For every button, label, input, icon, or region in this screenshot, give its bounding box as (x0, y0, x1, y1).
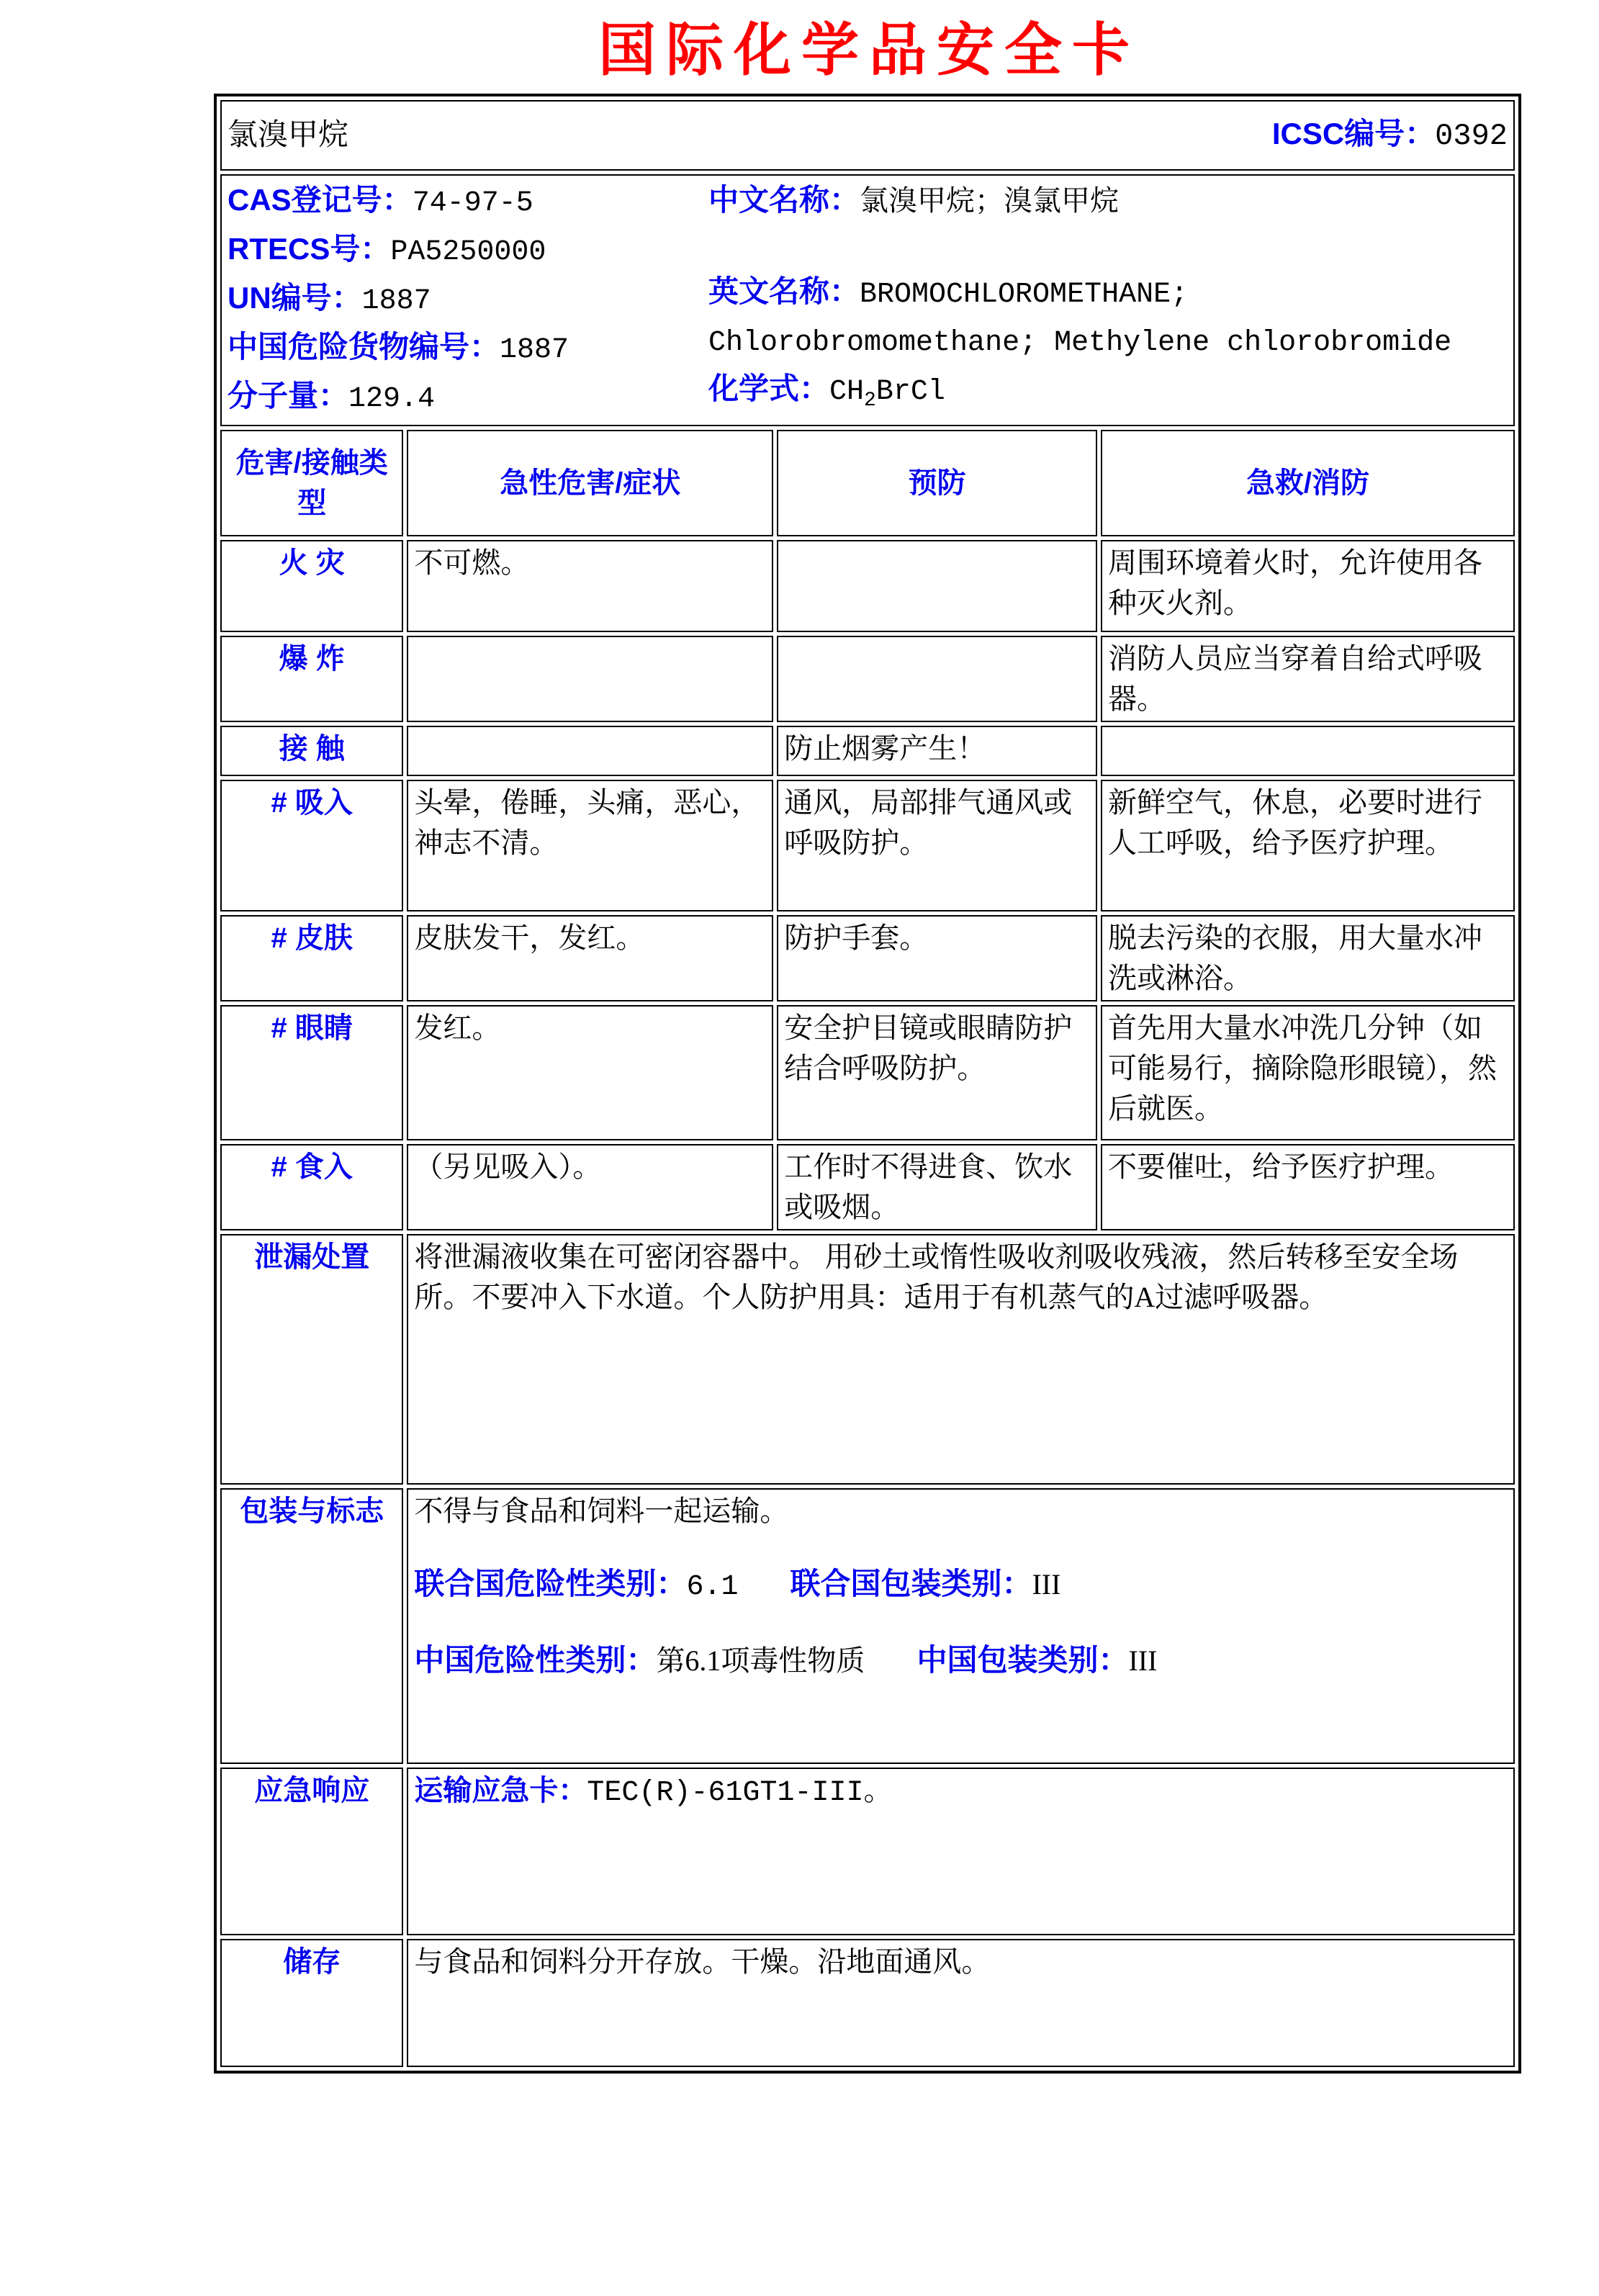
mol-weight-line (228, 373, 708, 422)
cn-class-value: 第6.1项毒性物质 (656, 1644, 865, 1677)
row-label-packaging: 包装与标志 (220, 1488, 403, 1764)
en-name-label: 英文名称： (708, 274, 860, 308)
formula-value: $CH_2BrCl$ (829, 376, 945, 412)
mol-weight-label: 分子量： (228, 379, 349, 413)
ingestion-first-aid-cell: 不要催吐，给予医疗护理。 (1101, 1144, 1515, 1230)
emergency-content-cell (407, 1768, 1515, 1935)
cn-class-label: 中国危险性类别： (414, 1643, 657, 1677)
china-dg-label: 中国危险货物编号： (228, 330, 500, 364)
column-header-first-aid: 急救/消防 (1101, 430, 1515, 536)
packaging-cn-line (414, 1639, 1508, 1682)
un-class-label: 联合国危险性类别： (414, 1567, 687, 1601)
page-title: 国际化学品安全卡 (598, 18, 1140, 82)
explosion-prevention-cell (777, 636, 1097, 722)
exposure-first-aid-cell (1101, 726, 1515, 776)
card-header-row (220, 100, 1515, 171)
identifiers-cell (220, 174, 1515, 426)
rtecs-label: RTECS号： (228, 232, 391, 266)
en-name-line (708, 269, 1504, 366)
inhalation-first-aid-cell: 新鲜空气，休息，必要时进行人工呼吸，给予医疗护理。 (1101, 780, 1515, 911)
un-number-line (228, 275, 708, 324)
identifier-list (228, 177, 708, 423)
row-label-exposure: 接 触 (220, 726, 403, 776)
table-row-eyes (220, 1005, 1515, 1140)
rtecs-line (228, 226, 708, 275)
un-pack-label: 联合国包装类别： (790, 1567, 1032, 1601)
row-label-ingestion: # 食入 (220, 1144, 403, 1230)
fire-symptoms-cell: 不可燃。 (407, 540, 773, 632)
table-row-spill-disposal (220, 1234, 1515, 1485)
row-label-fire: 火 灾 (220, 540, 403, 632)
row-label-explosion: 爆 炸 (220, 636, 403, 722)
row-label-emergency: 应急响应 (220, 1768, 403, 1935)
inhalation-prevention-cell: 通风，局部排气通风或呼吸防护。 (777, 780, 1097, 911)
column-header-row (220, 430, 1515, 536)
table-row-fire (220, 540, 1515, 632)
skin-symptoms-cell: 皮肤发干，发红。 (407, 915, 773, 1001)
un-class-value: 6.1 (686, 1571, 739, 1603)
table-row-emergency-response (220, 1768, 1515, 1935)
spill-disposal-text: 将泄漏液收集在可密闭容器中。 用砂土或惰性吸收剂吸收残液，然后转移至安全场所。不要冲入下水道。个人防护用具：适用于有机蒸气的A过滤呼吸器。 (407, 1234, 1515, 1485)
row-label-spill-disposal: 泄漏处置 (220, 1234, 403, 1485)
un-number-label: UN编号： (228, 281, 362, 315)
card-header-cell (220, 100, 1515, 171)
fire-first-aid-cell: 周围环境着火时，允许使用各种灭火剂。 (1101, 540, 1515, 632)
table-row-skin (220, 915, 1515, 1001)
icsc-number-group (1272, 113, 1508, 158)
cn-pack-value: III (1128, 1644, 1158, 1677)
china-dg-line (228, 324, 708, 373)
tec-card-label: 运输应急卡： (414, 1775, 587, 1806)
eyes-symptoms-cell: 发红。 (407, 1005, 773, 1140)
un-number-value: 1887 (361, 285, 431, 318)
exposure-prevention-cell: 防止烟雾产生！ (777, 726, 1097, 776)
explosion-first-aid-cell: 消防人员应当穿着自给式呼吸器。 (1101, 636, 1515, 722)
en-name-value: BROMOCHLOROMETHANE; Chlorobromomethane; Methylene chlorobromide (708, 279, 1452, 359)
packaging-transport-note: 不得与食品和饲料一起运输。 (414, 1495, 789, 1527)
inhalation-symptoms-cell: 头晕，倦睡，头痛，恶心，神志不清。 (407, 780, 773, 911)
eyes-prevention-cell: 安全护目镜或眼睛防护结合呼吸防护。 (777, 1005, 1097, 1140)
eyes-first-aid-cell: 首先用大量水冲洗几分钟（如可能易行，摘除隐形眼镜），然后就医。 (1101, 1005, 1515, 1140)
table-row-exposure (220, 726, 1515, 776)
cn-name-label: 中文名称： (708, 183, 860, 217)
rtecs-value: PA5250000 (390, 236, 546, 269)
substance-name: 氯溴甲烷 (228, 118, 349, 152)
cas-value: 74-97-5 (412, 187, 533, 220)
table-row-packaging-labelling (220, 1488, 1515, 1764)
cas-line (228, 177, 708, 226)
cn-name-line (708, 177, 1504, 223)
fire-prevention-cell (777, 540, 1097, 632)
column-header-hazard-type: 危害/接触类型 (220, 430, 403, 536)
identifiers-row (220, 174, 1515, 426)
icsc-number-label: ICSC编号： (1271, 117, 1436, 151)
formula-line (708, 366, 1504, 423)
ingestion-symptoms-cell: （另见吸入）。 (407, 1144, 773, 1230)
skin-prevention-cell: 防护手套。 (777, 915, 1097, 1001)
exposure-symptoms-cell (407, 726, 773, 776)
skin-first-aid-cell: 脱去污染的衣服，用大量水冲洗或淋浴。 (1101, 915, 1515, 1001)
mol-weight-value: 129.4 (348, 383, 436, 415)
packaging-un-line (414, 1563, 1508, 1608)
icsc-number-value: 0392 (1435, 119, 1508, 154)
table-row-explosion (220, 636, 1515, 722)
card-wrapper (214, 0, 1524, 2074)
column-header-prevention: 预防 (777, 430, 1097, 536)
cn-pack-label: 中国包装类别： (916, 1643, 1129, 1677)
table-row-ingestion (220, 1144, 1515, 1230)
row-label-storage: 储存 (220, 1939, 403, 2067)
table-row-inhalation (220, 780, 1515, 911)
cas-label: CAS登记号： (228, 183, 413, 217)
column-header-symptoms: 急性危害/症状 (407, 430, 773, 536)
formula-label: 化学式： (708, 372, 830, 405)
tec-card-value: TEC(R)-61GT1-III。 (587, 1777, 893, 1809)
china-dg-value: 1887 (500, 334, 569, 366)
storage-text: 与食品和饲料分开存放。干燥。沿地面通风。 (407, 1939, 1515, 2067)
row-label-eyes: # 眼睛 (220, 1005, 403, 1140)
icsc-table (214, 94, 1521, 2074)
name-list (708, 177, 1504, 423)
table-row-storage (220, 1939, 1515, 2067)
row-label-inhalation: # 吸入 (220, 780, 403, 911)
row-label-skin: # 皮肤 (220, 915, 403, 1001)
ingestion-prevention-cell: 工作时不得进食、饮水或吸烟。 (777, 1144, 1097, 1230)
cn-name-value: 氯溴甲烷；溴氯甲烷 (860, 184, 1120, 217)
un-pack-value: III (1032, 1568, 1061, 1601)
packaging-content-cell (407, 1488, 1515, 1764)
explosion-symptoms-cell (407, 636, 773, 722)
